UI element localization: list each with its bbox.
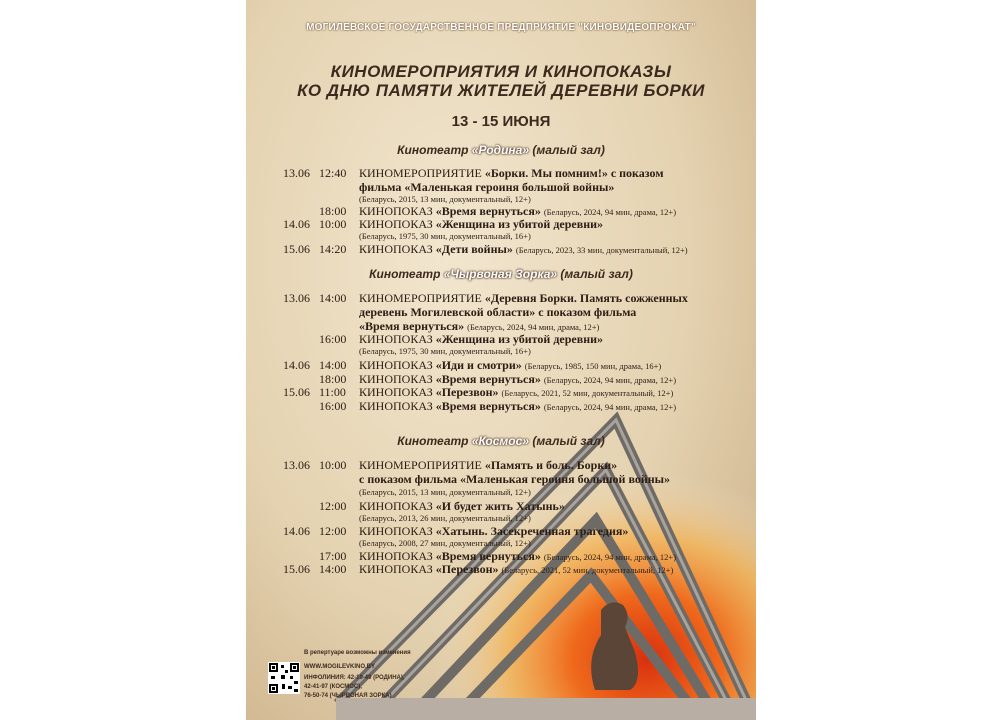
- schedule-entry: [359, 385, 673, 400]
- schedule-entry: [359, 166, 664, 181]
- schedule-time: 18:00: [319, 372, 347, 386]
- schedule-time: 12:00: [319, 524, 347, 538]
- entry-type: КИНОПОКАЗ: [359, 524, 433, 538]
- schedule-date: 15.06: [283, 562, 310, 576]
- film-info: (Беларусь, 2015, 13 мин, документальный, 12+): [359, 487, 531, 497]
- poster: [246, 0, 756, 720]
- event-dates: 13 - 15 ИЮНЯ: [451, 113, 551, 130]
- schedule-time: 18:00: [319, 204, 347, 218]
- infoline-3: 76-50-74 (ЧЫРВОНАЯ ЗОРКА): [304, 693, 392, 699]
- entry-type: КИНОПОКАЗ: [359, 499, 433, 513]
- schedule-time: 11:00: [319, 385, 346, 399]
- entry-type: КИНОПОКАЗ: [359, 549, 433, 563]
- infoline-1: ИНФОЛИНИЯ: 42-19-49 (РОДИНА),: [304, 675, 405, 681]
- schedule-date: 15.06: [283, 242, 310, 256]
- film-info: (Беларусь, 2024, 94 мин, драма, 12+): [543, 402, 677, 412]
- film-info: (Беларусь, 2024, 94 мин, драма, 12+): [543, 207, 677, 217]
- schedule-time: 14:20: [319, 242, 347, 256]
- film-title: «Женщина из убитой деревни»: [435, 332, 604, 346]
- schedule-date: 14.06: [283, 358, 310, 372]
- schedule-entry: [359, 562, 673, 577]
- schedule-date: 14.06: [283, 217, 310, 231]
- film-info: (Беларусь, 2015, 13 мин, документальный, 12+): [359, 194, 531, 204]
- schedule-date: 13.06: [283, 458, 310, 472]
- film-title: «Перезвон»: [435, 385, 499, 399]
- schedule-time: 10:00: [319, 217, 347, 231]
- film-title: «Дети войны»: [435, 242, 513, 256]
- film-title: «Иди и смотри»: [435, 358, 522, 372]
- entry-type: КИНОПОКАЗ: [359, 385, 433, 399]
- venue-rodina: Кинотеатр «Родина» (малый зал): [397, 143, 605, 157]
- film-info: (Беларусь, 1975, 30 мин, документальный, 16+): [359, 346, 531, 356]
- qr-code: [268, 662, 300, 694]
- schedule-entry: [359, 499, 565, 514]
- entry-type: КИНОМЕРОПРИЯТИЕ: [359, 458, 482, 472]
- schedule-time: 17:00: [319, 549, 347, 563]
- schedule-time: 16:00: [319, 332, 347, 346]
- film-info: (Беларусь, 2008, 27 мин, документальный, 12+): [359, 538, 531, 548]
- venue-chyrvonaya-zorka: Кинотеатр «Чырвоная Зорка» (малый зал): [369, 267, 633, 281]
- schedule-date: 15.06: [283, 385, 310, 399]
- film-title: «Время вернуться»: [435, 399, 541, 413]
- schedule-time: 14:00: [319, 562, 347, 576]
- entry-type: КИНОПОКАЗ: [359, 332, 433, 346]
- film-info: (Беларусь, 1985, 150 мин, драма, 16+): [524, 361, 662, 371]
- film-info: (Беларусь, 2024, 94 мин, драма, 12+): [543, 552, 677, 562]
- schedule-date: 13.06: [283, 166, 310, 180]
- entry-type: КИНОПОКАЗ: [359, 358, 433, 372]
- film-title: «Перезвон»: [435, 562, 499, 576]
- schedule-entry: [359, 332, 603, 347]
- entry-type: КИНОПОКАЗ: [359, 372, 433, 386]
- schedule-entry: [359, 180, 614, 195]
- film-title: деревень Могилевской области» с показом фильма: [359, 305, 637, 319]
- entry-type: КИНОПОКАЗ: [359, 242, 433, 256]
- repertoire-note: В репертуаре возможны изменения: [304, 650, 411, 656]
- website: WWW.MOGILEVKINO.BY: [304, 664, 375, 670]
- schedule-entry: [359, 472, 670, 487]
- film-info: (Беларусь, 2021, 52 мин, документальный, 12+): [501, 565, 674, 575]
- film-title: «Деревня Борки. Память сожженных: [484, 291, 688, 305]
- film-title: «Борки. Мы помним!» с показом: [484, 166, 664, 180]
- schedule-time: 16:00: [319, 399, 347, 413]
- poster-title-line2: КО ДНЮ ПАМЯТИ ЖИТЕЛЕЙ ДЕРЕВНИ БОРКИ: [297, 81, 705, 100]
- schedule-entry: [359, 242, 688, 257]
- schedule-time: 12:40: [319, 166, 347, 180]
- schedule-entry: [359, 399, 676, 414]
- film-info: (Беларусь, 2021, 52 мин, документальный, 12+): [501, 388, 674, 398]
- film-title: «Время вернуться»: [435, 549, 541, 563]
- film-title: «Время вернуться»: [435, 204, 541, 218]
- schedule-entry: [359, 458, 617, 473]
- entry-type: КИНОПОКАЗ: [359, 399, 433, 413]
- poster-title-line1: КИНОМЕРОПРИЯТИЯ И КИНОПОКАЗЫ: [330, 62, 672, 81]
- venue-kosmos: Кинотеатр «Космос» (малый зал): [397, 434, 605, 448]
- film-title: «Время вернуться»: [359, 319, 465, 333]
- entry-type: КИНОПОКАЗ: [359, 204, 433, 218]
- schedule-entry: [359, 524, 628, 539]
- schedule-entry: [359, 305, 636, 320]
- film-title: с показом фильма «Маленькая героиня большой войны»: [359, 472, 671, 486]
- schedule-entry: [359, 358, 661, 373]
- film-title: «Память и боль. Борки»: [484, 458, 618, 472]
- schedule-entry: [359, 217, 603, 232]
- infoline-2: 42-41-97 (КОСМОС),: [304, 684, 362, 690]
- film-info: (Беларусь, 2024, 94 мин, драма, 12+): [543, 375, 677, 385]
- film-title: «Время вернуться»: [435, 372, 541, 386]
- film-info: (Беларусь, 1975, 30 мин, документальный, 16+): [359, 231, 531, 241]
- organization-name: МОГИЛЕВСКОЕ ГОСУДАРСТВЕННОЕ ПРЕДПРИЯТИЕ "КИНОВИДЕОПРОКАТ": [306, 22, 696, 33]
- schedule-date: 13.06: [283, 291, 310, 305]
- schedule-time: 12:00: [319, 499, 347, 513]
- film-info: (Беларусь, 2023, 33 мин, документальный, 12+): [515, 245, 688, 255]
- entry-type: КИНОПОКАЗ: [359, 562, 433, 576]
- film-info: (Беларусь, 2024, 94 мин, драма, 12+): [467, 322, 600, 332]
- schedule-time: 10:00: [319, 458, 347, 472]
- film-title: «Женщина из убитой деревни»: [435, 217, 604, 231]
- schedule-time: 14:00: [319, 291, 347, 305]
- entry-type: КИНОМЕРОПРИЯТИЕ: [359, 291, 482, 305]
- film-title: «И будет жить Хатынь»: [435, 499, 565, 513]
- film-title: «Хатынь. Засекреченная трагедия»: [435, 524, 629, 538]
- film-info: (Беларусь, 2013, 26 мин, документальный, 12+): [359, 513, 531, 523]
- schedule-date: 14.06: [283, 524, 310, 538]
- entry-type: КИНОПОКАЗ: [359, 217, 433, 231]
- film-title: фильма «Маленькая героиня большой войны»: [359, 180, 615, 194]
- schedule-time: 14:00: [319, 358, 347, 372]
- schedule-entry: [359, 291, 688, 306]
- entry-type: КИНОМЕРОПРИЯТИЕ: [359, 166, 482, 180]
